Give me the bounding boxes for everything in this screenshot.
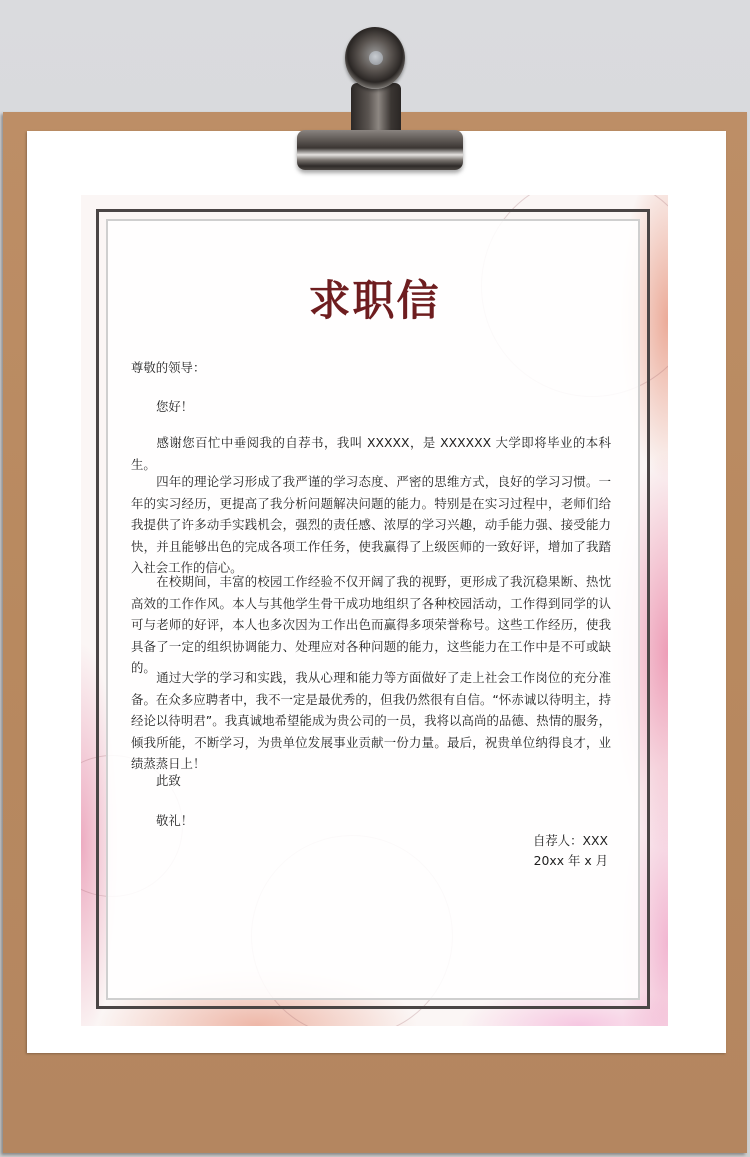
paragraph-text: 感谢您百忙中垂阅我的自荐书，我叫 XXXXX，是 XXXXXX 大学即将毕业的本科生。: [131, 435, 611, 472]
closing-line-1: 此致: [156, 773, 181, 788]
letter-content: [81, 195, 668, 1026]
paragraph-2: [131, 471, 611, 579]
paragraph-1: [131, 432, 611, 475]
paragraph-text: 通过大学的学习和实践，我从心理和能力等方面做好了走上社会工作岗位的充分准备。在众多应聘者中，我不一定是最优秀的，但我仍然很有自信。“怀赤诚以待明主，持经论以待明君”。我真诚地希望能成为贵公司的一员，我将以高尚的品德、热情的服务，倾我所能，不断学习，为贵单位发展事业贡献一份力量。最后，祝贵单位纳得良才，业绩蒸蒸日上！: [131, 670, 611, 771]
closing-line-2: 敬礼！: [156, 813, 194, 828]
letter-page: [81, 195, 668, 1026]
signature: 自荐人：XXX: [532, 833, 608, 848]
date: 20xx 年 x 月: [533, 853, 608, 868]
binder-clip-icon: [297, 25, 463, 170]
clip-hole: [369, 51, 383, 65]
paragraph-text: 在校期间，丰富的校园工作经验不仅开阔了我的视野，更形成了我沉稳果断、热忱高效的工作作风。本人与其他学生骨干成功地组织了各种校园活动，工作得到同学的认可与老师的好评，本人也多次因为工作出色而赢得多项荣誉称号。这些工作经历，使我具备了一定的组织协调能力、处理应对各种问题的能力，这些能力在工作中是不可或缺的。: [131, 574, 611, 675]
salutation: 尊敬的领导：: [131, 360, 206, 375]
clip-neck: [351, 83, 401, 135]
page-title: 求职信: [308, 276, 441, 325]
paragraph-3: [131, 571, 611, 679]
clip-base: [297, 130, 463, 170]
paragraph-4: [131, 667, 611, 775]
greeting: 您好！: [156, 399, 194, 414]
paper-sheet: [27, 131, 726, 1053]
paragraph-text: 四年的理论学习形成了我严谨的学习态度、严密的思维方式，良好的学习习惯。一年的实习经历，更提高了我分析问题解决问题的能力。特别是在实习过程中，老师们给我提供了许多动手实践机会，强烈的责任感、浓厚的学习兴趣，动手能力强、接受能力快，并且能够出色的完成各项工作任务，使我赢得了上级医师的一致好评，增加了我踏入社会工作的信心。: [131, 474, 611, 575]
